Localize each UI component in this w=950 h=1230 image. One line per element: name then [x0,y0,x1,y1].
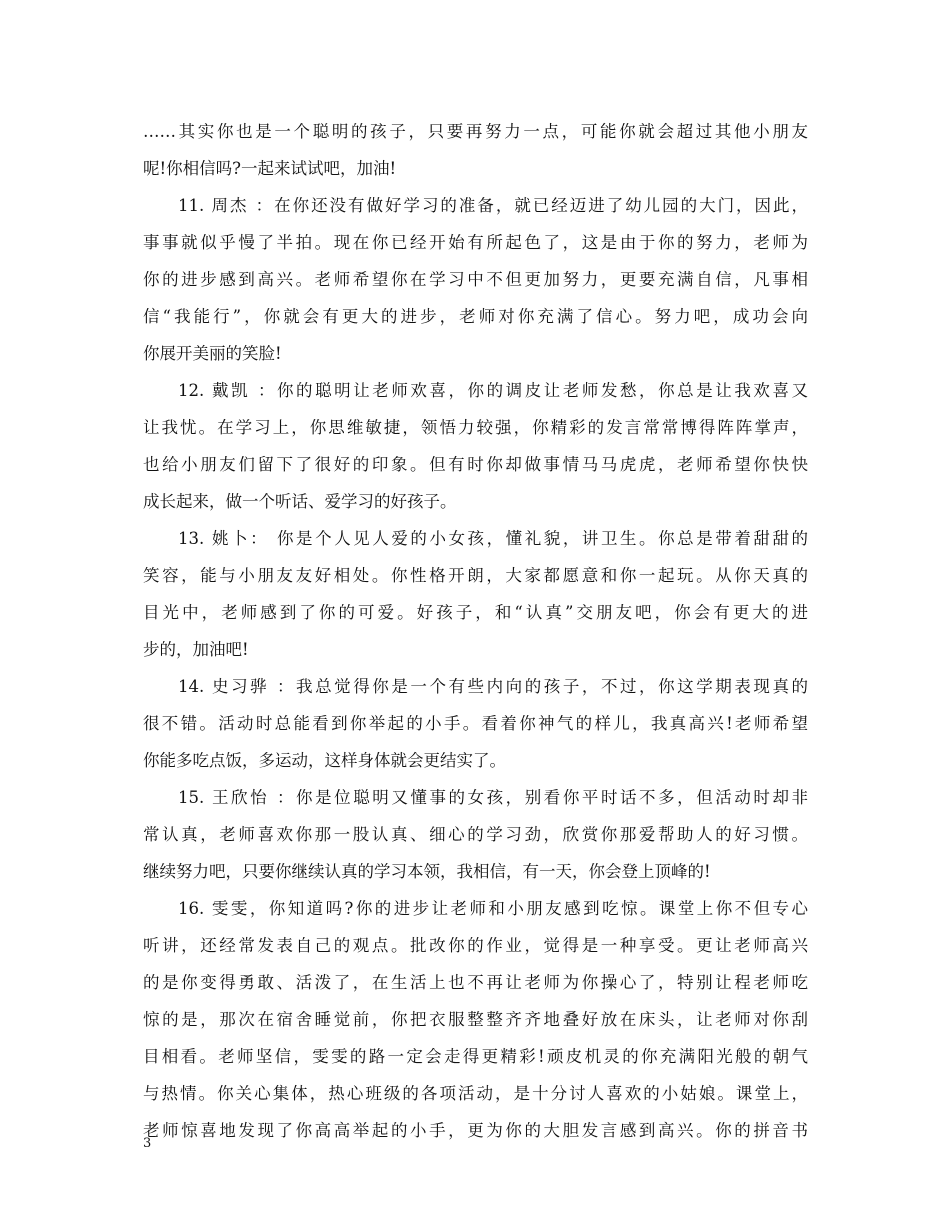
text-line: 事事就似乎慢了半拍。现在你已经开始有所起色了，这是由于你的努力，老师为 [143,233,808,252]
text-line: 与热情。你关心集体，热心班级的各项活动，是十分讨人喜欢的小姑娘。课堂上， [143,1084,808,1103]
text-line: 成长起来，做一个听话、爱学习的好孩子。 [143,492,457,511]
text-line: 也给小朋友们留下了很好的印象。但有时你却做事情马马虎虎，老师希望你快快 [143,455,808,474]
paragraph [143,668,808,779]
text-line: 很不错。活动时总能看到你举起的小手。看着你神气的样儿，我真高兴!老师希望 [143,714,808,733]
paragraph [143,372,808,520]
text-line: 12. 戴凯 ：你的聪明让老师欢喜，你的调皮让老师发愁，你总是让我欢喜又 [178,381,808,400]
page-number: 3 [143,1136,152,1151]
text-line: 让我忧。在学习上，你思维敏捷，领悟力较强，你精彩的发言常常博得阵阵掌声， [143,418,808,437]
text-line: 老师惊喜地发现了你高高举起的小手，更为你的大胆发言感到高兴。你的拼音书 [143,1121,808,1140]
text-line: 你能多吃点饭，多运动，这样身体就会更结实了。 [143,751,506,770]
text-line: 你展开美丽的笑脸! [143,344,282,363]
text-line: 继续努力吧，只要你继续认真的学习本领，我相信，有一天，你会登上顶峰的! [143,862,711,881]
text-line: 呢!你相信吗?一起来试试吧，加油! [143,159,397,178]
text-line: 听讲，还经常发表自己的观点。批改你的作业，觉得是一种享受。更让老师高兴 [143,936,808,955]
text-line: 信“我能行”，你就会有更大的进步，老师对你充满了信心。努力吧，成功会向 [143,307,808,326]
text-line: 14. 史习骅 ：我总觉得你是一个有些内向的孩子，不过，你这学期表现真的 [178,677,808,696]
text-line: 笑容，能与小朋友友好相处。你性格开朗，大家都愿意和你一起玩。从你天真的 [143,566,808,585]
text-line: 常认真，老师喜欢你那一股认真、细心的学习劲，欣赏你那爱帮助人的好习惯。 [143,825,808,844]
text-line: 11. 周杰 ：在你还没有做好学习的准备，就已经迈进了幼儿园的大门，因此， [178,196,808,215]
paragraph [143,113,808,187]
text-line: 惊的是，那次在宿舍睡觉前，你把衣服整整齐齐地叠好放在床头，让老师对你刮 [143,1010,808,1029]
text-line: 的是你变得勇敢、活泼了，在生活上也不再让老师为你操心了，特别让程老师吃 [143,973,808,992]
paragraph [143,520,808,668]
paragraph [143,779,808,890]
text-line: ……其实你也是一个聪明的孩子，只要再努力一点，可能你就会超过其他小朋友 [143,122,808,141]
paragraph [143,890,808,1149]
paragraph [143,187,808,372]
text-line: 13. 姚卜： 你是个人见人爱的小女孩，懂礼貌，讲卫生。你总是带着甜甜的 [178,529,808,548]
text-line: 你的进步感到高兴。老师希望你在学习中不但更加努力，更要充满自信，凡事相 [143,270,808,289]
document-body [143,113,808,1149]
text-line: 目光中，老师感到了你的可爱。好孩子，和“认真”交朋友吧，你会有更大的进 [143,603,808,622]
text-line: 15. 王欣怡 ：你是位聪明又懂事的女孩，别看你平时话不多，但活动时却非 [178,788,808,807]
text-line: 步的，加油吧! [143,640,249,659]
text-line: 目相看。老师坚信，雯雯的路一定会走得更精彩!顽皮机灵的你充满阳光般的朝气 [143,1047,808,1066]
text-line: 16. 雯雯，你知道吗?你的进步让老师和小朋友感到吃惊。课堂上你不但专心 [178,899,808,918]
